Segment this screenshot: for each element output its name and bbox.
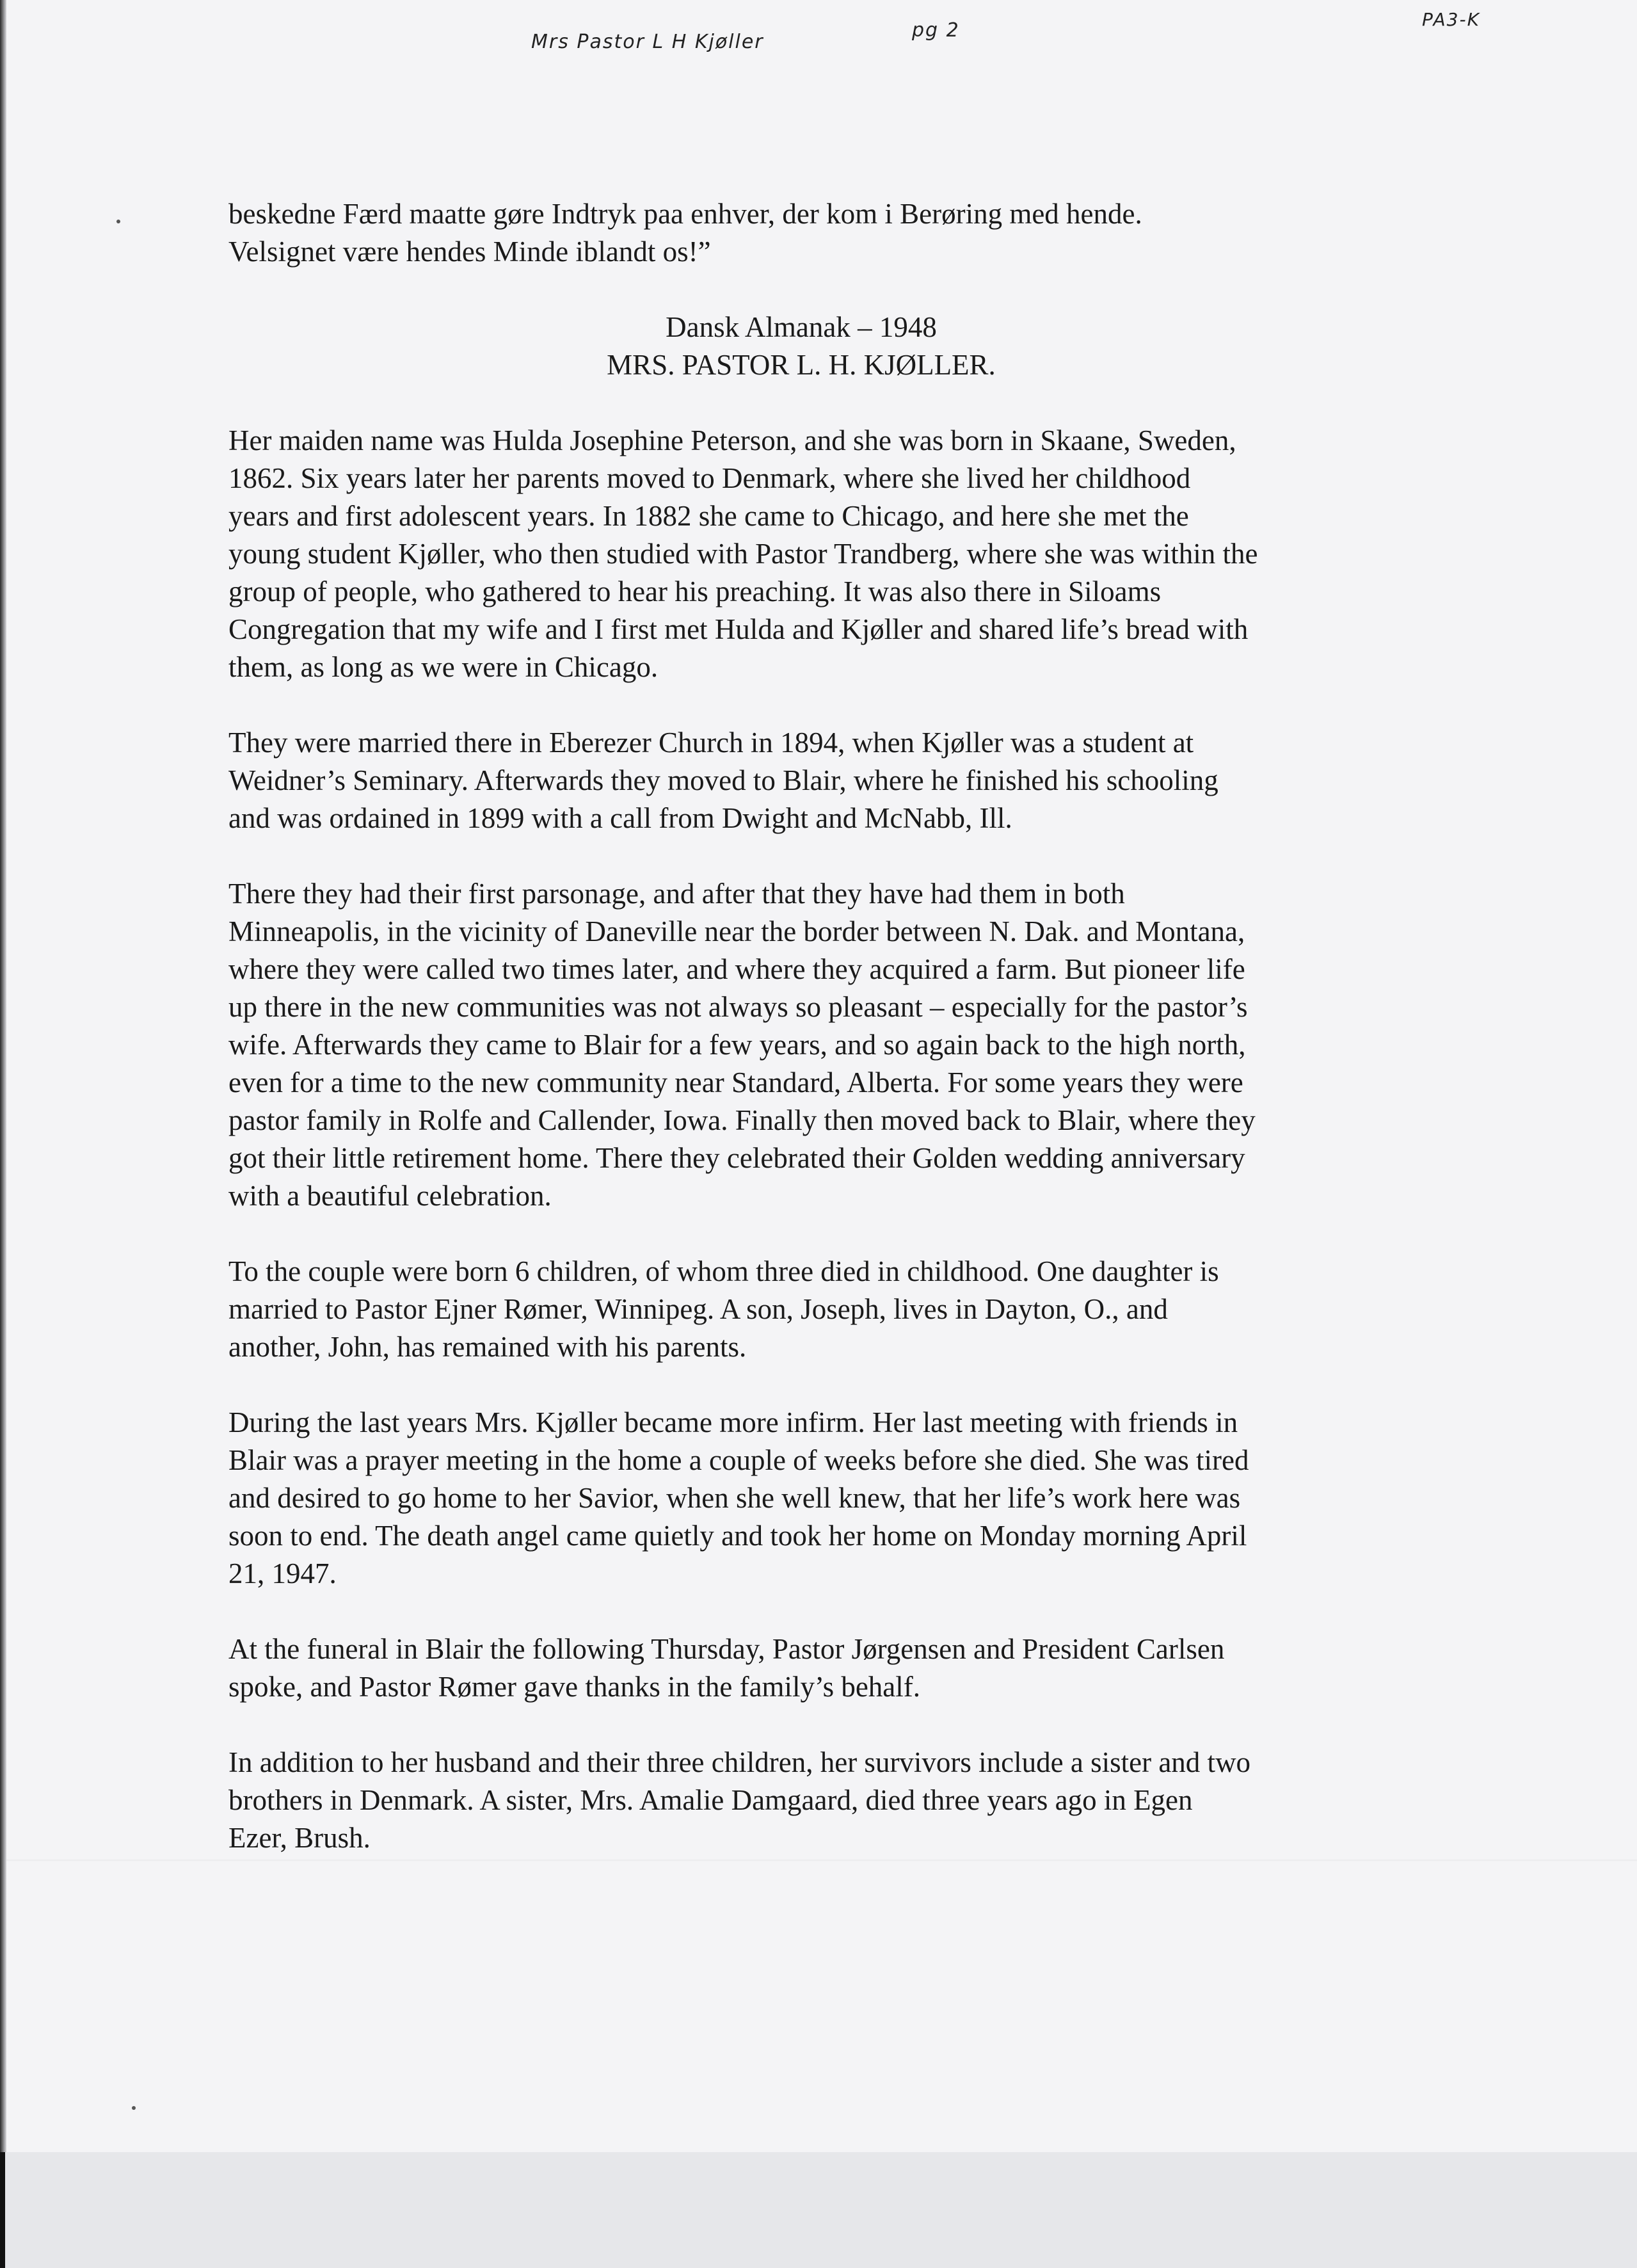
paragraph-parsonages: There they had their first parsonage, and after that they have had them in both Minneapolis, in the vicinity of Daneville near the border between N. Dak. and Montana, where they were called two times later, and where they acquired a farm. But pioneer life up there in the new communities was not always so pleasant – especially for the pastor’s wife. Afterwards they came to Blair for a few years, and so again back to the high north, even for a time to the new community near Standard, Alberta. For some years they were pastor family in Rolfe and Callender, Iowa. Finally then moved back to Blair, where they got their little retirement home. There they celebrated their Golden wedding anniversary with a beautiful celebration. bbox=[228, 878, 1256, 1212]
paragraph-funeral: At the funeral in Blair the following Thursday, Pastor Jørgensen and President Carlsen spoke, and Pastor Rømer gave thanks in the family’s behalf. bbox=[228, 1633, 1225, 1703]
paper-speck bbox=[132, 2106, 136, 2110]
handwritten-archive-code: PA3-K bbox=[1422, 9, 1480, 30]
paragraph-marriage: They were married there in Eberezer Church in 1894, when Kjøller was a student at Weidner’s Seminary. Afterwards they moved to Blair, where he finished his schooling and was ordained in 1899 with a call from Dwight and McNabb, Ill. bbox=[228, 727, 1218, 834]
paragraph-early-life: Her maiden name was Hulda Josephine Peterson, and she was born in Skaane, Sweden, 1862. Six years later her parents moved to Denmark, where she lived her childhood years and first adolescent years. In 1882 she came to Chicago, and here she met the young student Kjøller, who then studied with Pastor Trandberg, where she was within the group of people, who gathered to hear his preaching. It was also there in Siloams Congregation that my wife and I first met Hulda and Kjøller and shared life’s bread with them, as long as we were in Chicago. bbox=[228, 424, 1258, 683]
paragraph-last-years: During the last years Mrs. Kjøller became more infirm. Her last meeting with friends in Blair was a prayer meeting in the home a couple of weeks before she died. She was tired and desired to go home to her Savior, when she well knew, that her life’s work here was soon to end. The death angel came quietly and took her home on Monday morning April 21, 1947. bbox=[228, 1406, 1249, 1589]
scan-edge-left bbox=[0, 0, 6, 2268]
paragraph-survivors: In addition to her husband and their three children, her survivors include a sister and two brothers in Denmark. A sister, Mrs. Amalie Damgaard, died three years ago in Egen Ezer, Brush. bbox=[228, 1746, 1251, 1854]
handwritten-page-note: pg 2 bbox=[912, 19, 960, 42]
handwritten-title-note: Mrs Pastor L H Kjøller bbox=[531, 31, 764, 53]
section-heading bbox=[228, 309, 1393, 384]
document-body bbox=[228, 195, 1393, 1895]
paragraph-children: To the couple were born 6 children, of whom three died in childhood. One daughter is married to Pastor Ejner Rømer, Winnipeg. A son, Joseph, lives in Dayton, O., and another, John, has remained with his parents. bbox=[228, 1255, 1219, 1363]
almanac-heading: Dansk Almanak – 1948 bbox=[666, 311, 937, 343]
obituary-title: MRS. PASTOR L. H. KJØLLER. bbox=[607, 349, 996, 381]
scan-bottom-margin bbox=[0, 2152, 1637, 2268]
continued-paragraph: beskedne Færd maatte gøre Indtryk paa enhver, der kom i Berøring med hende. Velsignet være hendes Minde iblandt os!” bbox=[228, 198, 1142, 268]
paper-speck bbox=[116, 220, 120, 223]
